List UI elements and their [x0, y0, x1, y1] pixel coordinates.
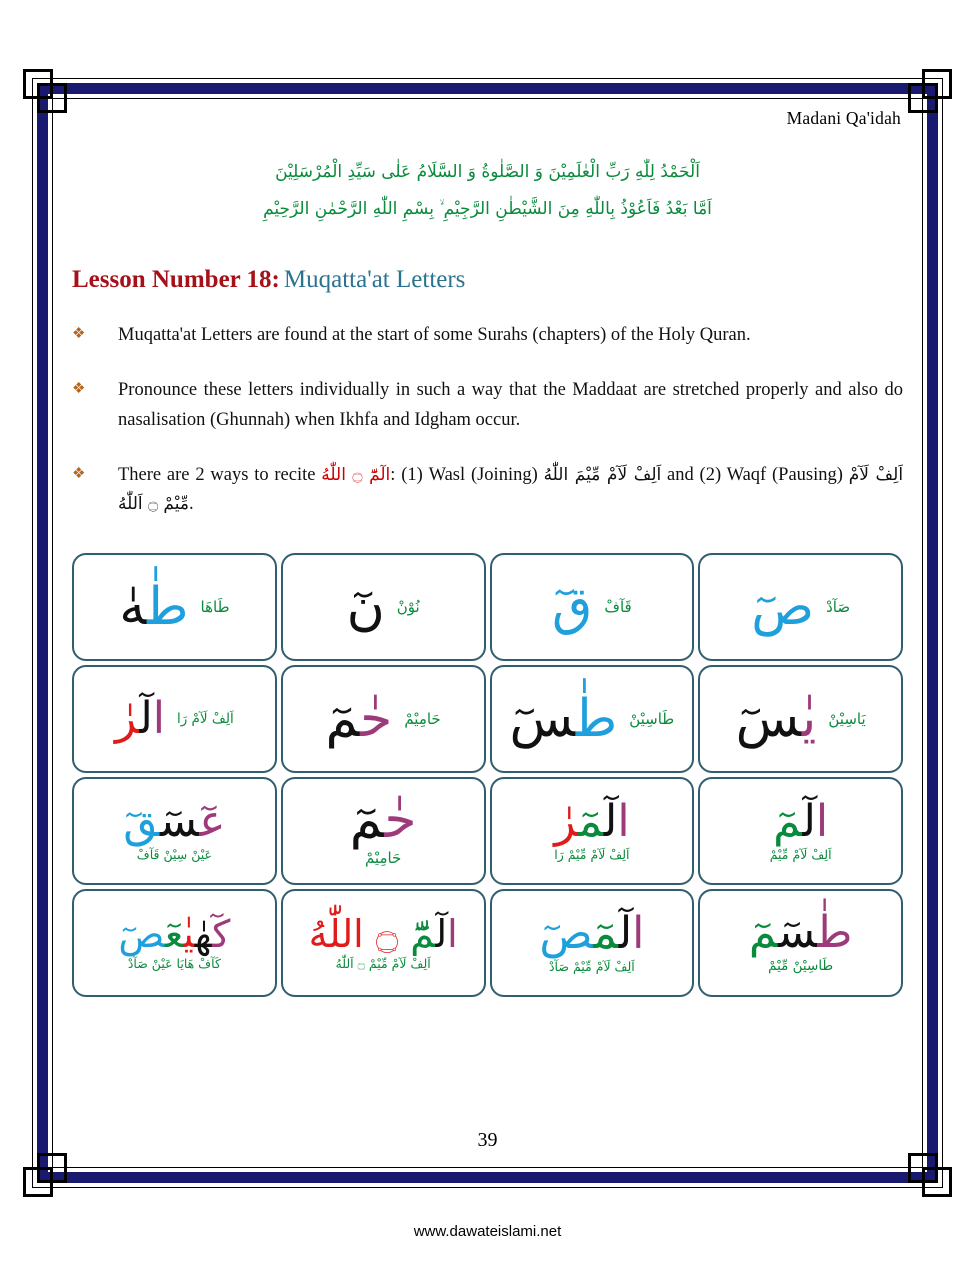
cell-alif-lam-mim: [698, 777, 903, 885]
glyph-part: هٰ: [194, 911, 213, 956]
glyph-part: حٰ: [360, 688, 393, 749]
glyph-part: سٓ: [509, 688, 576, 749]
glyph-part: صٓ: [539, 907, 594, 959]
bullet-3-arabic-wasl: اَلِفْ لَآمْ مِّيْمَ اللّٰهُ: [543, 464, 662, 485]
glyph-part: مٓ: [349, 790, 385, 851]
glyph-part: رٰ: [554, 795, 579, 847]
glyph-part: حٰ: [384, 790, 417, 851]
letter-pronunciation-label: اَلِفْ لَآمْ مِّيْمْ: [769, 846, 832, 862]
cell-nun: [281, 553, 486, 661]
cell-alif-lam-mim-sad: [490, 889, 695, 997]
glyph-part: رٰ: [115, 692, 140, 744]
cell-hamim-1: [281, 665, 486, 773]
glyph-part: مٓ: [593, 907, 619, 959]
invocation-line-2: اَمَّا بَعْدُ فَاَعُوْذُ بِاللّٰهِ مِنَ الشَّيْطٰنِ الرَّجِيْمِ ۙ بِسْمِ اللّٰهِ الرَّحْمٰنِ الرَّحِيْمِ: [263, 199, 712, 220]
glyph-part: لٓ: [802, 795, 816, 847]
letter-pronunciation-label: كَآفْ هَايَا عَيْنْ صَآدْ: [127, 955, 221, 971]
glyph-part: مٓ: [578, 795, 604, 847]
glyph-part: سٓ: [778, 907, 818, 959]
glyph-part: ا: [617, 795, 630, 847]
cell-alif-lam-mim-ra: [490, 777, 695, 885]
invocation-line-1: اَلْحَمْدُ لِلّٰهِ رَبِّ الْعٰلَمِيْنَ وَ الصَّلٰوةُ وَ السَّلَامُ عَلٰى سَيِّدِ الْمُرْسَلِيْنَ: [275, 162, 700, 182]
page-content: [72, 108, 903, 1154]
letter-glyph: [735, 688, 817, 749]
bullet-3-part-1: There are 2 ways to recite: [118, 464, 316, 485]
cell-taha: [72, 553, 277, 661]
corner-ornament-top-right: [906, 69, 952, 115]
letter-pronunciation-label: يَاسِيْنْ: [828, 709, 866, 728]
cell-hamim-2: [281, 777, 486, 885]
cell-ain-sin-qaf: [72, 777, 277, 885]
glyph-part: عٓ: [164, 911, 184, 956]
lesson-number-label: Lesson Number 18:: [72, 265, 280, 293]
glyph-part: لٓ: [618, 907, 633, 959]
letter-glyph: [118, 911, 231, 956]
cell-inline-content: [82, 576, 267, 637]
letter-glyph: [346, 576, 385, 637]
muqattaat-letter-grid: [72, 553, 903, 997]
list-item: [72, 321, 903, 350]
glyph-part: عٓ: [199, 795, 226, 847]
glyph-part: مٓ: [773, 795, 803, 847]
letter-pronunciation-label: قَآفْ: [604, 597, 632, 616]
cell-tasin: [490, 665, 695, 773]
corner-ornament-bottom-right: [906, 1151, 952, 1197]
letter-glyph: [509, 688, 618, 749]
glyph-part: لٓ: [435, 911, 448, 956]
letter-pronunciation-label: طَاهَا: [200, 597, 230, 616]
letter-glyph: [773, 795, 829, 847]
glyph-part: مّٓ: [410, 911, 436, 956]
cell-inline-content: [291, 576, 476, 637]
cell-inline-content: [500, 688, 685, 749]
letter-glyph: [325, 688, 393, 749]
letter-pronunciation-label: صَآدْ: [826, 597, 851, 616]
cell-ta-sin-mim: [698, 889, 903, 997]
letter-pronunciation-label: حَامِيْمْ: [364, 849, 402, 868]
cell-sad: [698, 553, 903, 661]
glyph-part: طٰ: [817, 907, 853, 959]
glyph-part: يٰ: [183, 911, 195, 956]
glyph-part: كٓ: [212, 911, 231, 956]
bullet-1-text: Muqatta'at Letters are found at the start of some Surahs (chapters) of the Holy Quran.: [118, 325, 751, 346]
diamond-bullet-icon: ❖: [72, 326, 86, 343]
corner-ornament-top-left: [23, 69, 69, 115]
cell-alif-lam-ra: [72, 665, 277, 773]
letter-glyph: [539, 907, 645, 959]
letter-glyph: [123, 795, 226, 847]
list-item: [72, 376, 903, 434]
cell-inline-content: [291, 688, 476, 749]
cell-yasin: [698, 665, 903, 773]
glyph-part: هٰ: [119, 576, 148, 637]
glyph-part: قٓ: [552, 576, 593, 637]
cell-inline-content: [708, 688, 893, 749]
glyph-part: ا: [632, 907, 645, 959]
glyph-part: ا: [152, 692, 165, 744]
bullet-3-arabic-waqf: اَلِفْ لَآمْ مِّيْمْ ۝ اَللّٰهُ: [118, 464, 904, 515]
letter-glyph: [119, 576, 189, 637]
list-item: [72, 461, 903, 519]
letter-glyph: [554, 795, 630, 847]
glyph-part: ا: [815, 795, 829, 847]
bullet-list: [72, 321, 903, 519]
letter-pronunciation-label: اَلِفْ لَآمْ مِّيْمْ رَا: [554, 846, 630, 862]
letter-glyph: [308, 911, 458, 956]
letter-glyph: [115, 692, 165, 744]
glyph-part: لٓ: [603, 795, 618, 847]
glyph-part: يٰ: [801, 688, 817, 749]
letter-pronunciation-label: اَلِفْ لَآمْ مِّيْمْ صَآدْ: [548, 958, 635, 974]
letter-pronunciation-label: نُوْنْ: [396, 597, 420, 616]
page-number: 39: [477, 1129, 498, 1151]
letter-pronunciation-label: طَاسِيْنْ: [629, 709, 675, 728]
cell-qaf: [490, 553, 695, 661]
letter-pronunciation-label: اَلِفْ لَآمْ رَا: [176, 710, 234, 727]
lesson-heading: [72, 266, 903, 294]
corner-ornament-bottom-left: [23, 1151, 69, 1197]
letter-glyph: [552, 576, 593, 637]
glyph-part: طٰ: [147, 576, 189, 637]
bullet-3-part-3: and (2) Waqf (Pausing): [667, 464, 843, 485]
glyph-part: اللّٰهُ: [308, 911, 364, 956]
bullet-3-text: [118, 461, 903, 519]
glyph-part: سٓ: [159, 795, 200, 847]
glyph-part: لٓ: [139, 692, 153, 744]
bullet-3-part-4: .: [189, 494, 194, 515]
letter-glyph: [349, 790, 417, 851]
cell-alif-lam-mim-allah: [281, 889, 486, 997]
diamond-bullet-icon: ❖: [72, 465, 86, 482]
diamond-bullet-icon: ❖: [72, 381, 86, 398]
glyph-part: صٓ: [118, 911, 165, 956]
cell-inline-content: [708, 576, 893, 637]
glyph-part: ۝: [363, 911, 411, 956]
book-title-header: Madani Qa'idah: [786, 108, 901, 128]
website-footer: www.dawateislami.net: [413, 1223, 562, 1240]
bullet-2-text: Pronounce these letters individually in such a way that the Maddaat are stretched properly and also do nasalisation (Ghunnah) when Ikhfa and Idgham occur.: [118, 380, 903, 430]
letter-pronunciation-label: حَامِيْمْ: [404, 709, 441, 728]
glyph-part: مٓ: [748, 907, 779, 959]
letter-pronunciation-label: اَلِفْ لَآمْ مِّيْمْ ۝ اَللّٰهُ: [335, 955, 431, 971]
glyph-part: مٓ: [325, 688, 361, 749]
glyph-part: نٓ: [346, 576, 385, 637]
bullet-3-arabic-example: الٓمّٓ ۝ اللّٰهُ: [321, 464, 391, 485]
cell-inline-content: [82, 692, 267, 744]
lesson-title-text: Muqatta'at Letters: [283, 265, 466, 293]
letter-pronunciation-label: طَاسِيْنْ مِّيْمْ: [768, 957, 834, 974]
letter-glyph: [748, 907, 853, 959]
bullet-3-part-2: : (1) Wasl (Joining): [390, 464, 538, 485]
letter-glyph: [751, 576, 815, 637]
glyph-part: صٓ: [751, 576, 815, 637]
letter-pronunciation-label: عَيْنْ سِيْنْ قَآفْ: [136, 846, 212, 862]
glyph-part: ا: [447, 911, 458, 956]
cell-inline-content: [500, 576, 685, 637]
arabic-invocation: [72, 159, 903, 223]
glyph-part: طٰ: [575, 688, 618, 749]
cell-kaf-ha-ya-ain-sad: [72, 889, 277, 997]
glyph-part: سٓ: [735, 688, 802, 749]
glyph-part: قٓ: [123, 795, 160, 847]
